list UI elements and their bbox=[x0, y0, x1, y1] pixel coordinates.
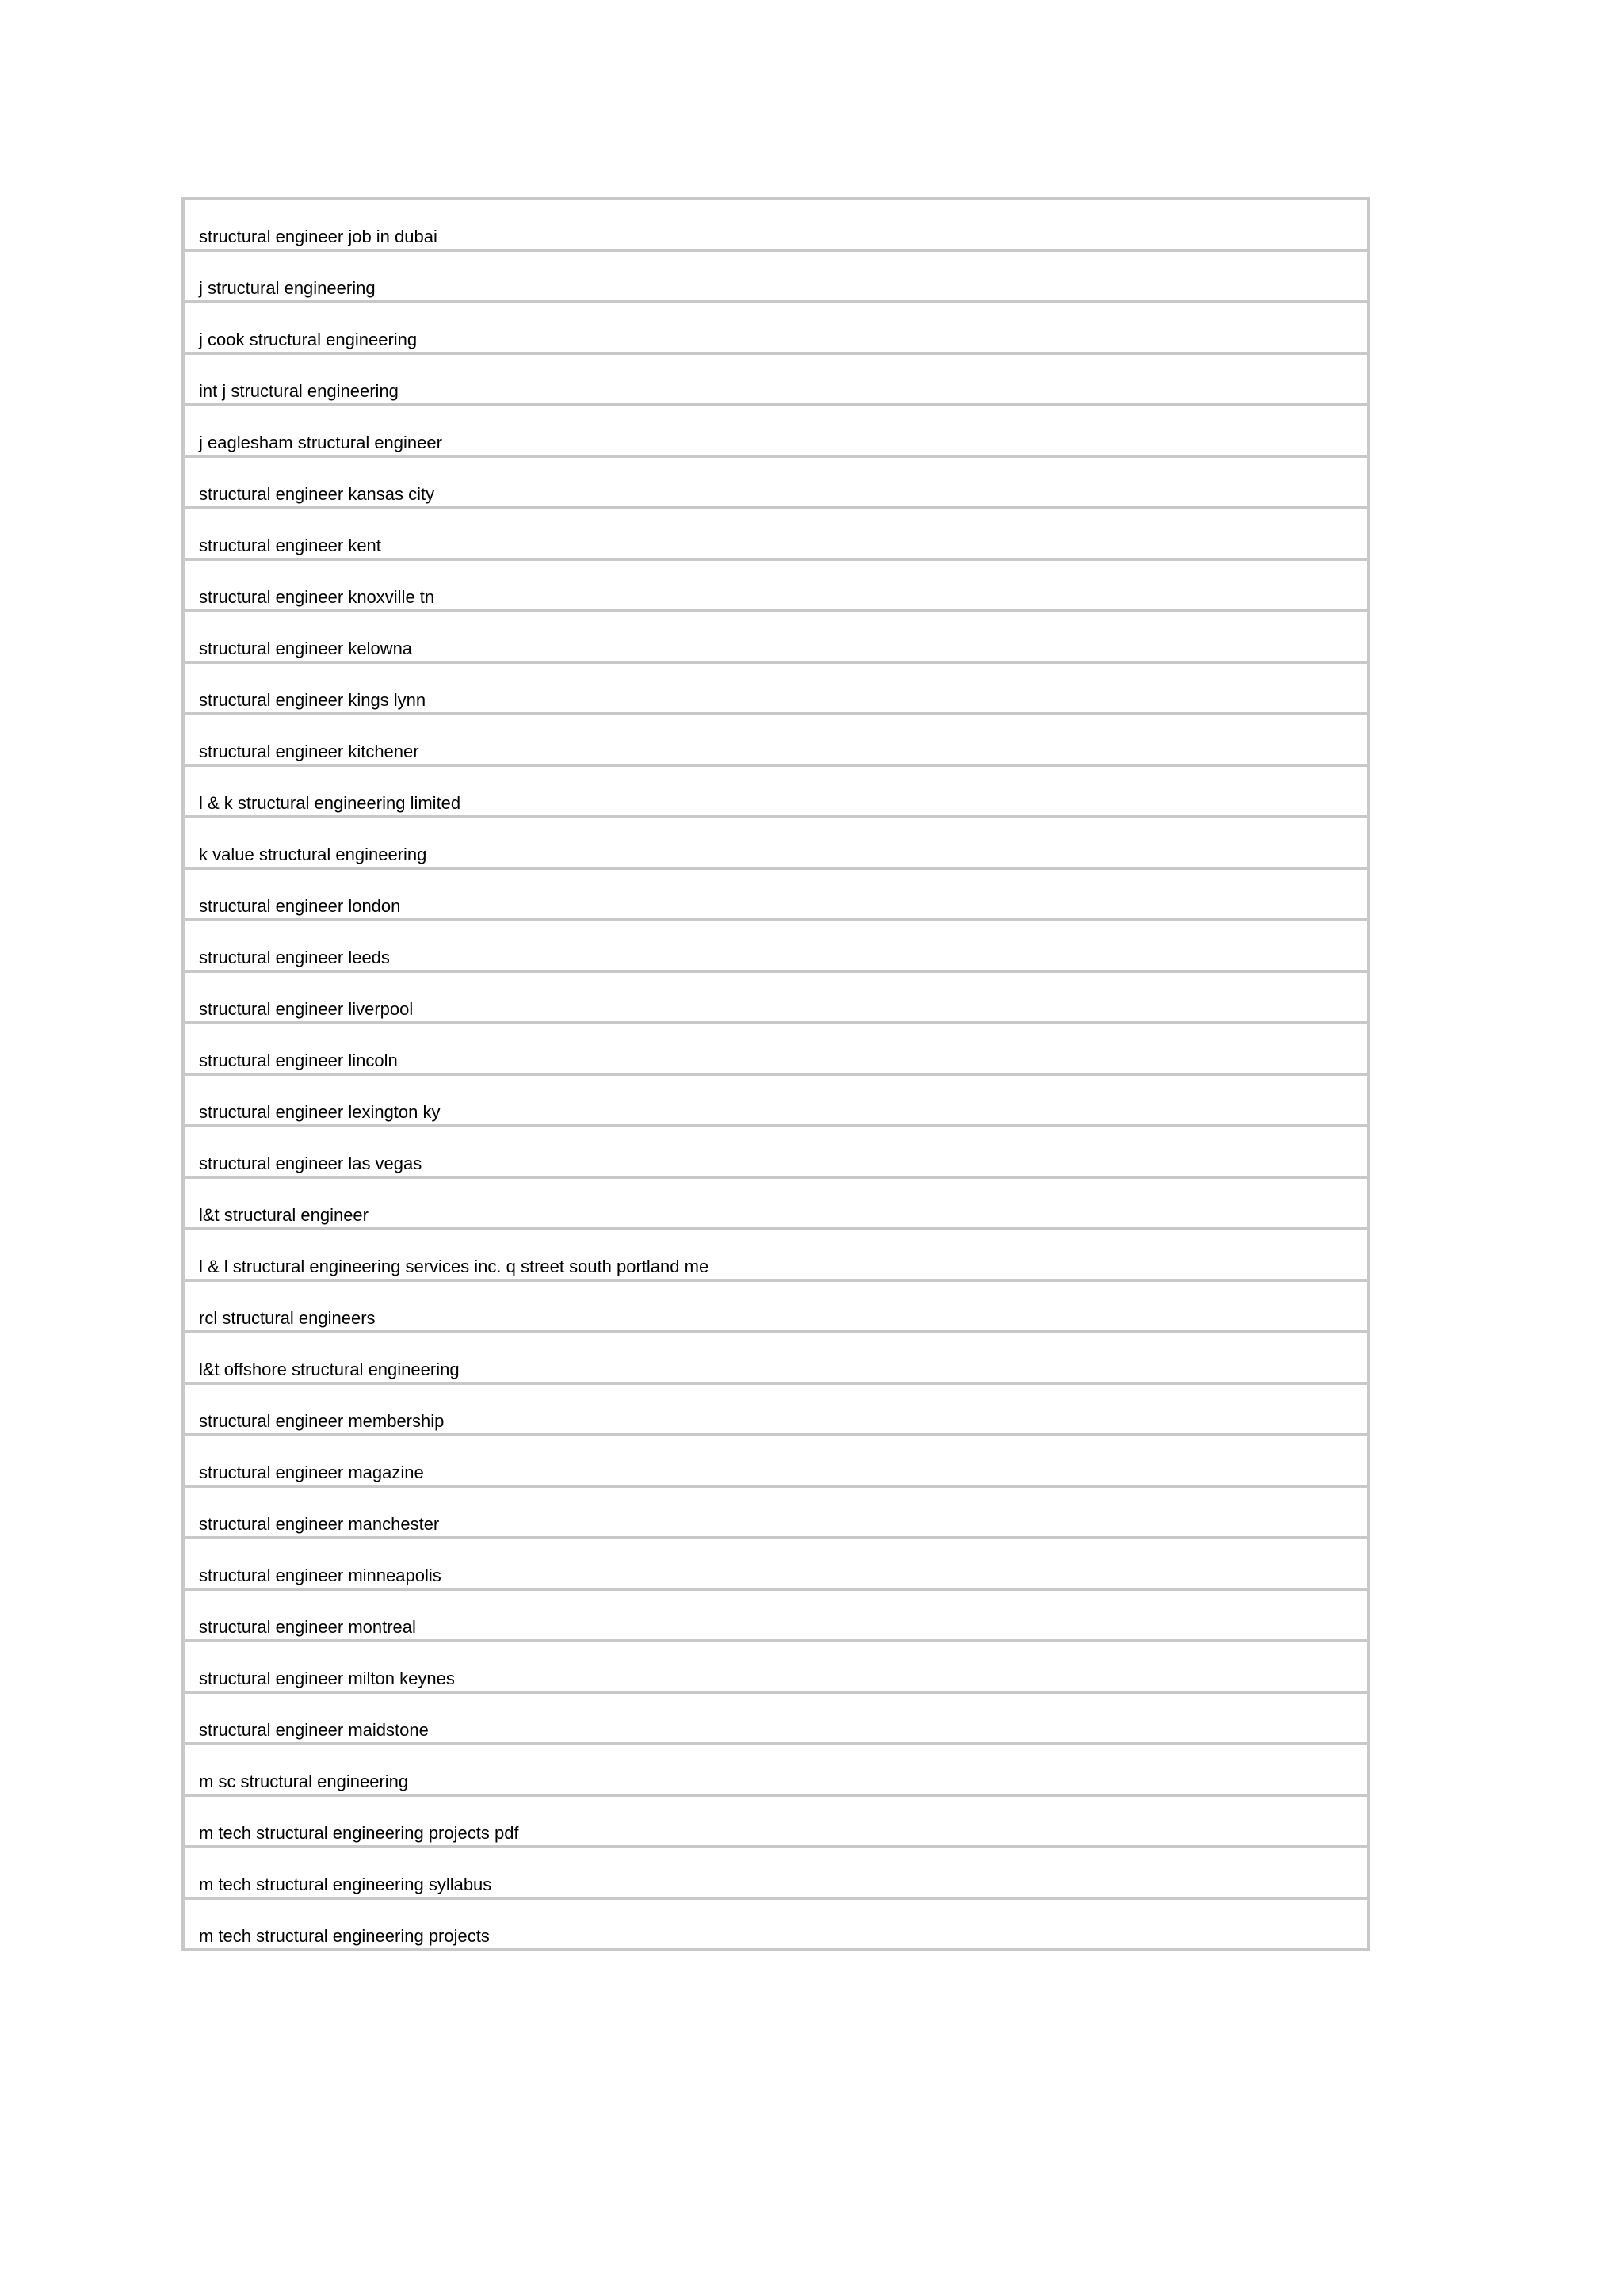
table-cell bbox=[183, 1383, 1369, 1435]
keyword-text: structural engineer manchester bbox=[199, 1514, 440, 1534]
table-row bbox=[183, 1435, 1369, 1486]
table-row bbox=[183, 765, 1369, 817]
keyword-text: structural engineer knoxville tn bbox=[199, 587, 435, 607]
table-cell bbox=[183, 1435, 1369, 1486]
table-cell bbox=[183, 1074, 1369, 1126]
table-cell bbox=[183, 456, 1369, 508]
table-row bbox=[183, 1589, 1369, 1641]
table-row bbox=[183, 817, 1369, 868]
table-cell bbox=[183, 611, 1369, 662]
table-cell bbox=[183, 1280, 1369, 1332]
keyword-text: m tech structural engineering syllabus bbox=[199, 1875, 492, 1894]
keyword-text: l&t structural engineer bbox=[199, 1205, 369, 1225]
table-cell bbox=[183, 1641, 1369, 1692]
table-row bbox=[183, 611, 1369, 662]
keyword-table-body bbox=[183, 199, 1369, 1950]
keyword-text: structural engineer milton keynes bbox=[199, 1669, 455, 1688]
keyword-text: structural engineer liverpool bbox=[199, 999, 414, 1019]
table-cell bbox=[183, 1229, 1369, 1280]
table-row bbox=[183, 1795, 1369, 1847]
keyword-text: l & l structural engineering services inc. q street south portland me bbox=[199, 1257, 709, 1276]
table-cell bbox=[183, 765, 1369, 817]
table-cell bbox=[183, 1589, 1369, 1641]
table-cell bbox=[183, 199, 1369, 250]
keyword-text: j cook structural engineering bbox=[199, 330, 418, 349]
table-row bbox=[183, 1538, 1369, 1589]
keyword-text: int j structural engineering bbox=[199, 381, 399, 401]
table-cell bbox=[183, 1538, 1369, 1589]
table-row bbox=[183, 1074, 1369, 1126]
table-row bbox=[183, 714, 1369, 765]
table-cell bbox=[183, 1795, 1369, 1847]
table-row bbox=[183, 971, 1369, 1023]
table-cell bbox=[183, 920, 1369, 971]
table-row bbox=[183, 1486, 1369, 1538]
table-cell bbox=[183, 353, 1369, 405]
keyword-text: structural engineer kitchener bbox=[199, 742, 419, 761]
table-cell bbox=[183, 405, 1369, 456]
table-row bbox=[183, 456, 1369, 508]
keyword-text: l & k structural engineering limited bbox=[199, 793, 461, 813]
keyword-text: structural engineer magazine bbox=[199, 1463, 424, 1482]
keyword-table bbox=[181, 197, 1370, 1951]
table-cell bbox=[183, 1898, 1369, 1950]
keyword-text: structural engineer minneapolis bbox=[199, 1566, 441, 1585]
table-row bbox=[183, 405, 1369, 456]
table-row bbox=[183, 1383, 1369, 1435]
table-cell bbox=[183, 817, 1369, 868]
keyword-text: structural engineer kansas city bbox=[199, 484, 435, 504]
table-row bbox=[183, 1177, 1369, 1229]
keyword-text: structural engineer job in dubai bbox=[199, 227, 437, 246]
table-cell bbox=[183, 714, 1369, 765]
table-row bbox=[183, 353, 1369, 405]
keyword-text: structural engineer leeds bbox=[199, 948, 390, 967]
keyword-text: m tech structural engineering projects bbox=[199, 1926, 490, 1946]
table-cell bbox=[183, 1847, 1369, 1898]
keyword-text: rcl structural engineers bbox=[199, 1308, 376, 1328]
table-cell bbox=[183, 559, 1369, 611]
keyword-text: structural engineer kelowna bbox=[199, 639, 413, 658]
keyword-text: m tech structural engineering projects pdf bbox=[199, 1823, 519, 1843]
keyword-text: structural engineer maidstone bbox=[199, 1720, 429, 1740]
keyword-text: structural engineer kent bbox=[199, 536, 381, 555]
table-cell bbox=[183, 662, 1369, 714]
keyword-text: l&t offshore structural engineering bbox=[199, 1360, 460, 1379]
table-cell bbox=[183, 971, 1369, 1023]
table-row bbox=[183, 1898, 1369, 1950]
table-row bbox=[183, 250, 1369, 302]
table-cell bbox=[183, 302, 1369, 353]
keyword-text: m sc structural engineering bbox=[199, 1772, 409, 1791]
table-cell bbox=[183, 1023, 1369, 1074]
keyword-text: structural engineer montreal bbox=[199, 1617, 416, 1637]
table-row bbox=[183, 920, 1369, 971]
table-row bbox=[183, 1023, 1369, 1074]
table-cell bbox=[183, 868, 1369, 920]
table-cell bbox=[183, 1744, 1369, 1795]
keyword-text: structural engineer las vegas bbox=[199, 1154, 422, 1173]
table-row bbox=[183, 1847, 1369, 1898]
table-cell bbox=[183, 1126, 1369, 1177]
table-cell bbox=[183, 1692, 1369, 1744]
keyword-text: structural engineer lincoln bbox=[199, 1051, 398, 1070]
table-cell bbox=[183, 1486, 1369, 1538]
keyword-text: structural engineer lexington ky bbox=[199, 1102, 441, 1122]
table-row bbox=[183, 662, 1369, 714]
keyword-text: structural engineer membership bbox=[199, 1411, 445, 1431]
table-row bbox=[183, 1744, 1369, 1795]
table-cell bbox=[183, 1177, 1369, 1229]
table-row bbox=[183, 1332, 1369, 1383]
table-row bbox=[183, 868, 1369, 920]
keyword-text: j structural engineering bbox=[199, 278, 376, 298]
table-row bbox=[183, 199, 1369, 250]
table-row bbox=[183, 559, 1369, 611]
table-row bbox=[183, 1692, 1369, 1744]
keyword-text: k value structural engineering bbox=[199, 845, 427, 864]
keyword-text: structural engineer kings lynn bbox=[199, 690, 426, 710]
table-cell bbox=[183, 508, 1369, 559]
keyword-text: structural engineer london bbox=[199, 896, 401, 916]
table-row bbox=[183, 1280, 1369, 1332]
table-row bbox=[183, 1126, 1369, 1177]
table-cell bbox=[183, 250, 1369, 302]
table-row bbox=[183, 1229, 1369, 1280]
table-row bbox=[183, 508, 1369, 559]
keyword-text: j eaglesham structural engineer bbox=[199, 433, 442, 452]
table-cell bbox=[183, 1332, 1369, 1383]
table-row bbox=[183, 302, 1369, 353]
table-row bbox=[183, 1641, 1369, 1692]
